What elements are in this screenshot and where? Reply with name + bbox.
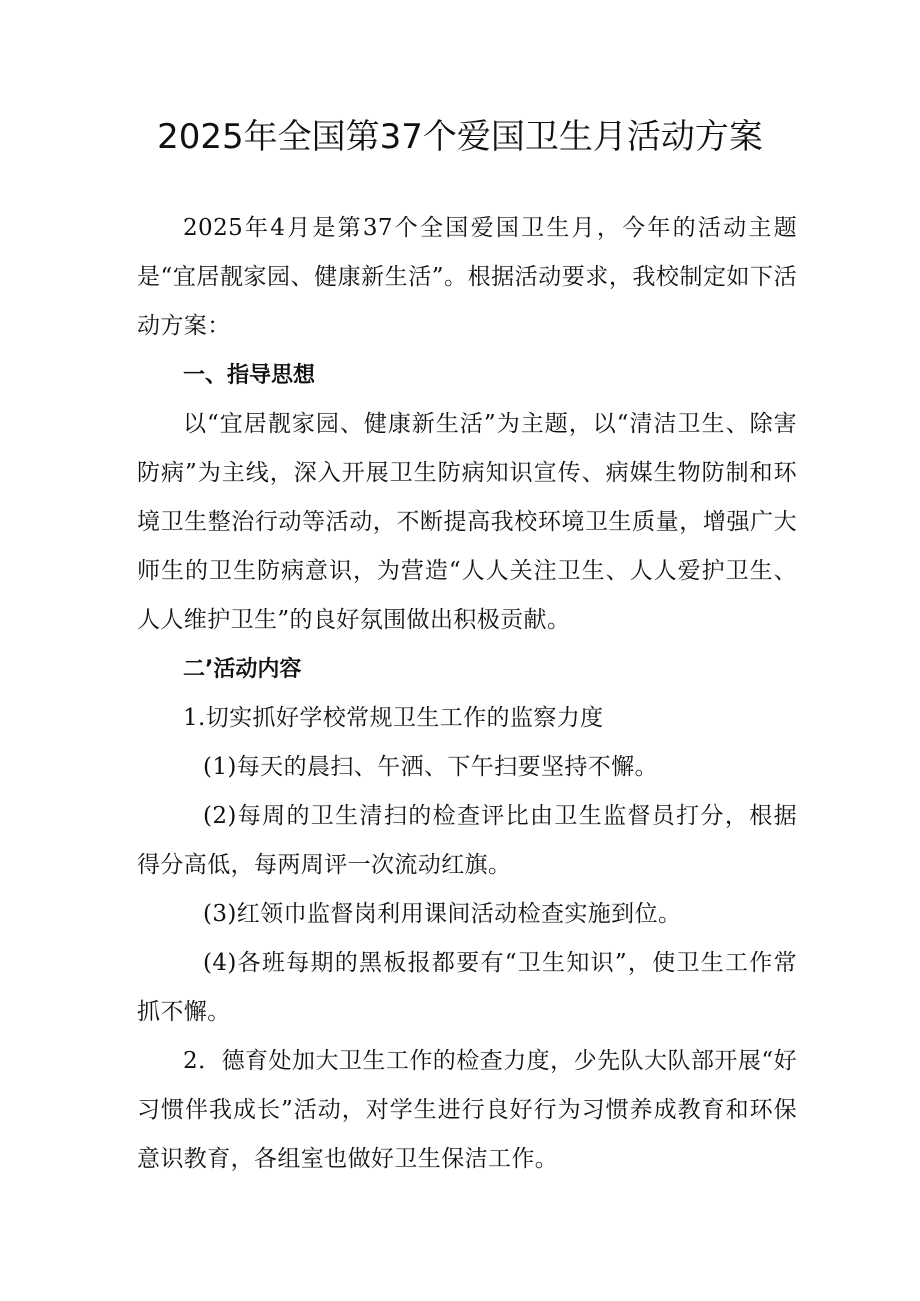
document-title: 2025年全国第37个爱国卫生月活动方案 [157, 117, 763, 157]
item-2: 2．德育处加大卫生工作的检查力度，少先队大队部开展“好习惯伴我成长”活动，对学生进行良好行为习惯养成教育和环保意识教育，各组室也做好卫生保洁工作。 [137, 1048, 797, 1172]
section-2-heading: 二’活动内容 [183, 657, 302, 682]
sub-item-4: (4)各班每期的黑板报都要有“卫生知识”，使卫生工作常抓不懈。 [137, 950, 797, 1025]
section-1-heading: 一、指导思想 [183, 363, 316, 388]
item-1: 1.切实抓好学校常规卫生工作的监察力度 [183, 705, 604, 731]
sub-item-3: (3)红领巾监督岗利用课间活动检查实施到位。 [203, 901, 682, 927]
section-1-paragraph: 以“宜居靓家园、健康新生活”为主题，以“清洁卫生、除害防病”为主线，深入开展卫生防病知识宣传、病媒生物防制和环境卫生整治行动等活动，不断提高我校环境卫生质量，增强广大师生的卫生防病意识，为营造“人人关注卫生、人人爱护卫生、人人维护卫生”的良好氛围做出积极贡献。 [137, 411, 797, 633]
document-body [137, 204, 797, 1184]
sub-item-2: (2)每周的卫生清扫的检查评比由卫生监督员打分，根据得分高低，每两周评一次流动红旗。 [137, 803, 797, 878]
sub-item-1: (1)每天的晨扫、午洒、下午扫要坚持不懈。 [203, 754, 658, 780]
intro-paragraph: 2025年4月是第37个全国爱国卫生月，今年的活动主题是“宜居靓家园、健康新生活”。根据活动要求，我校制定如下活动方案： [137, 215, 797, 339]
